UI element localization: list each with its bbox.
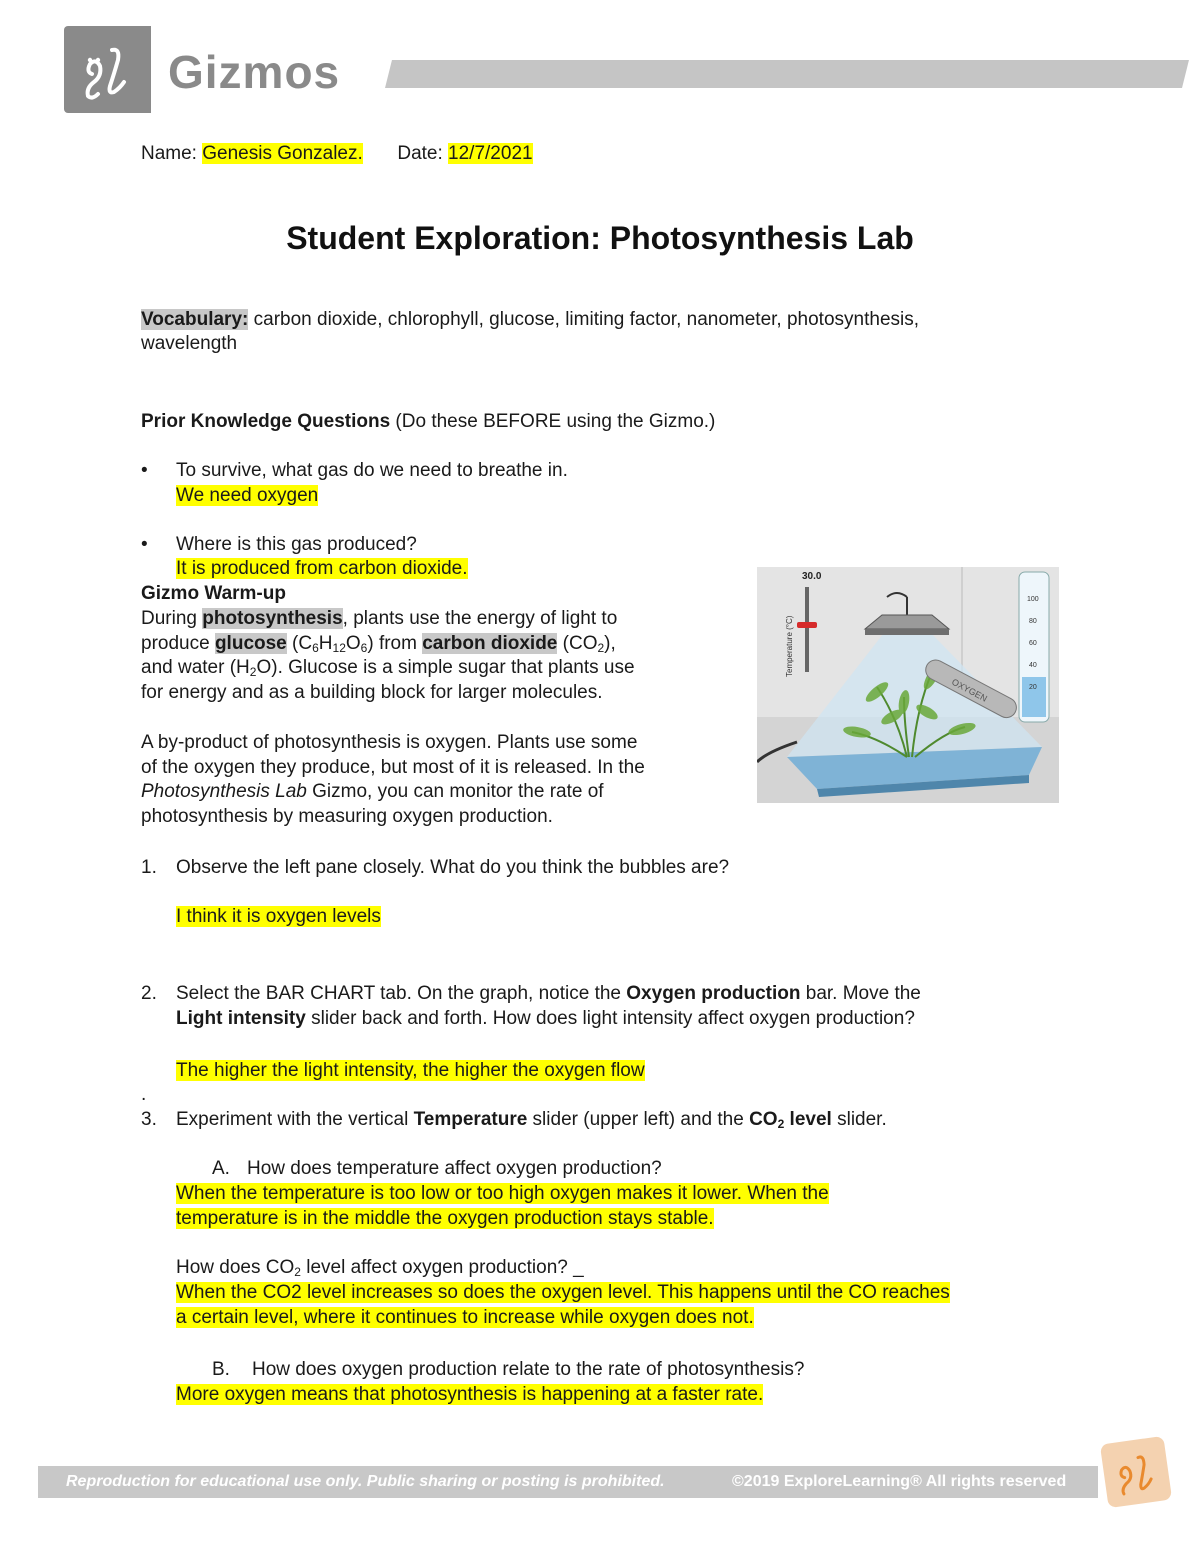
q3-number: 3. xyxy=(141,1109,157,1130)
explorelearning-logo-icon xyxy=(64,26,151,113)
prior-knowledge-heading xyxy=(141,410,715,434)
date-label: Date: xyxy=(397,143,443,164)
vocabulary-line-2: wavelength xyxy=(141,333,238,354)
qb-answer: More oxygen means that photosynthesis is happening at a faster rate. xyxy=(176,1384,764,1405)
temperature-slider-handle xyxy=(797,622,817,628)
q3-text: Experiment with the vertical Temperature slider (upper left) and the $CO_2$ level slider. xyxy=(176,1109,887,1131)
bullet-icon: • xyxy=(141,460,148,481)
tick-20: 20 xyxy=(1029,684,1037,691)
qa-text: How does temperature affect oxygen production? xyxy=(247,1158,662,1179)
q1-number: 1. xyxy=(141,857,157,878)
qa-answer-line-2: temperature is in the middle the oxygen production stays stable. xyxy=(176,1208,714,1229)
warmup-p1-line-4: for energy and as a building block for larger molecules. xyxy=(141,682,603,703)
header-bar xyxy=(385,60,1189,88)
temperature-value: 30.0 xyxy=(802,571,822,582)
oxygen-tube-label: OXYGEN xyxy=(950,676,989,704)
name-label: Name: xyxy=(141,143,197,164)
tick-60: 60 xyxy=(1029,640,1037,647)
photosynthesis-lab-figure xyxy=(757,567,1059,803)
explorelearning-badge-icon xyxy=(1100,1436,1172,1508)
name-date-line xyxy=(141,142,533,166)
temperature-label: Temperature (°C) xyxy=(785,615,794,677)
prior-question-2: Where is this gas produced? xyxy=(176,534,417,555)
gizmos-logo xyxy=(64,26,151,113)
warmup-p1-line-2: produce glucose $(C_6H_{12}O_6)$ from carbon dioxide $(CO_2)$, xyxy=(141,633,616,655)
tick-100: 100 xyxy=(1027,596,1039,603)
tick-80: 80 xyxy=(1029,618,1037,625)
qco2-answer-line-2: a certain level, where it continues to increase while oxygen does not. xyxy=(176,1307,754,1328)
q1-answer: I think it is oxygen levels xyxy=(176,906,381,927)
date-value: 12/7/2021 xyxy=(448,143,533,164)
warmup-p2-line-2: of the oxygen they produce, but most of it is released. In the xyxy=(141,757,645,778)
prior-heading: Prior Knowledge Questions xyxy=(141,411,391,432)
name-value: Genesis Gonzalez. xyxy=(202,143,363,164)
warmup-heading: Gizmo Warm-up xyxy=(141,583,286,604)
tick-40: 40 xyxy=(1029,662,1037,669)
term-carbon-dioxide: carbon dioxide xyxy=(422,633,558,654)
prior-answer-1: We need oxygen xyxy=(176,485,319,506)
qa-label: A. xyxy=(212,1158,230,1179)
qb-text: How does oxygen production relate to the rate of photosynthesis? xyxy=(252,1359,805,1380)
vocabulary-terms: carbon dioxide, chlorophyll, glucose, limiting factor, nanometer, photosynthesis, xyxy=(248,309,920,330)
q1-text: Observe the left pane closely. What do you think the bubbles are? xyxy=(176,857,730,878)
prior-note: (Do these BEFORE using the Gizmo.) xyxy=(390,411,716,432)
lab-illustration xyxy=(757,567,1059,803)
qco2-answer-line-1: When the CO2 level increases so does the oxygen level. This happens until the CO reaches xyxy=(176,1282,950,1303)
qa-answer-line-1: When the temperature is too low or too high oxygen makes it lower. When the xyxy=(176,1183,829,1204)
warmup-p2-line-4: photosynthesis by measuring oxygen production. xyxy=(141,806,553,827)
footer-notice: Reproduction for educational use only. Public sharing or posting is prohibited. xyxy=(66,1473,665,1490)
footer-copyright: ©2019 ExploreLearning® All rights reserved xyxy=(732,1473,1067,1490)
term-photosynthesis: photosynthesis xyxy=(202,608,343,629)
vocabulary-line-1 xyxy=(141,308,919,332)
q2-line-2: Light intensity slider back and forth. How does light intensity affect oxygen production? xyxy=(176,1008,915,1029)
bullet-icon: • xyxy=(141,534,148,555)
q2-number: 2. xyxy=(141,983,157,1004)
qco2-text: How does $CO_2$ level affect oxygen production? _ xyxy=(176,1257,584,1279)
prior-question-1: To survive, what gas do we need to breathe in. xyxy=(176,460,568,481)
warmup-p2-line-3: Photosynthesis Lab Gizmo, you can monitor the rate of xyxy=(141,781,604,802)
vocabulary-label: Vocabulary: xyxy=(141,309,249,330)
qb-label: B. xyxy=(212,1359,230,1380)
term-glucose: glucose xyxy=(214,633,287,654)
prior-answer-2: It is produced from carbon dioxide. xyxy=(176,558,468,579)
q2-answer: The higher the light intensity, the higher the oxygen flow xyxy=(176,1060,645,1081)
warmup-p1-line-3: and water $(H_2O)$. Glucose is a simple sugar that plants use xyxy=(141,657,635,679)
stray-dot: . xyxy=(141,1084,147,1105)
q2-line-1: Select the BAR CHART tab. On the graph, notice the Oxygen production bar. Move the xyxy=(176,983,921,1004)
brand-name: Gizmos xyxy=(168,46,341,98)
warmup-p2-line-1: A by-product of photosynthesis is oxygen. Plants use some xyxy=(141,732,638,753)
page-title: Student Exploration: Photosynthesis Lab xyxy=(286,220,914,256)
warmup-p1-line-1: During photosynthesis, plants use the energy of light to xyxy=(141,608,618,629)
